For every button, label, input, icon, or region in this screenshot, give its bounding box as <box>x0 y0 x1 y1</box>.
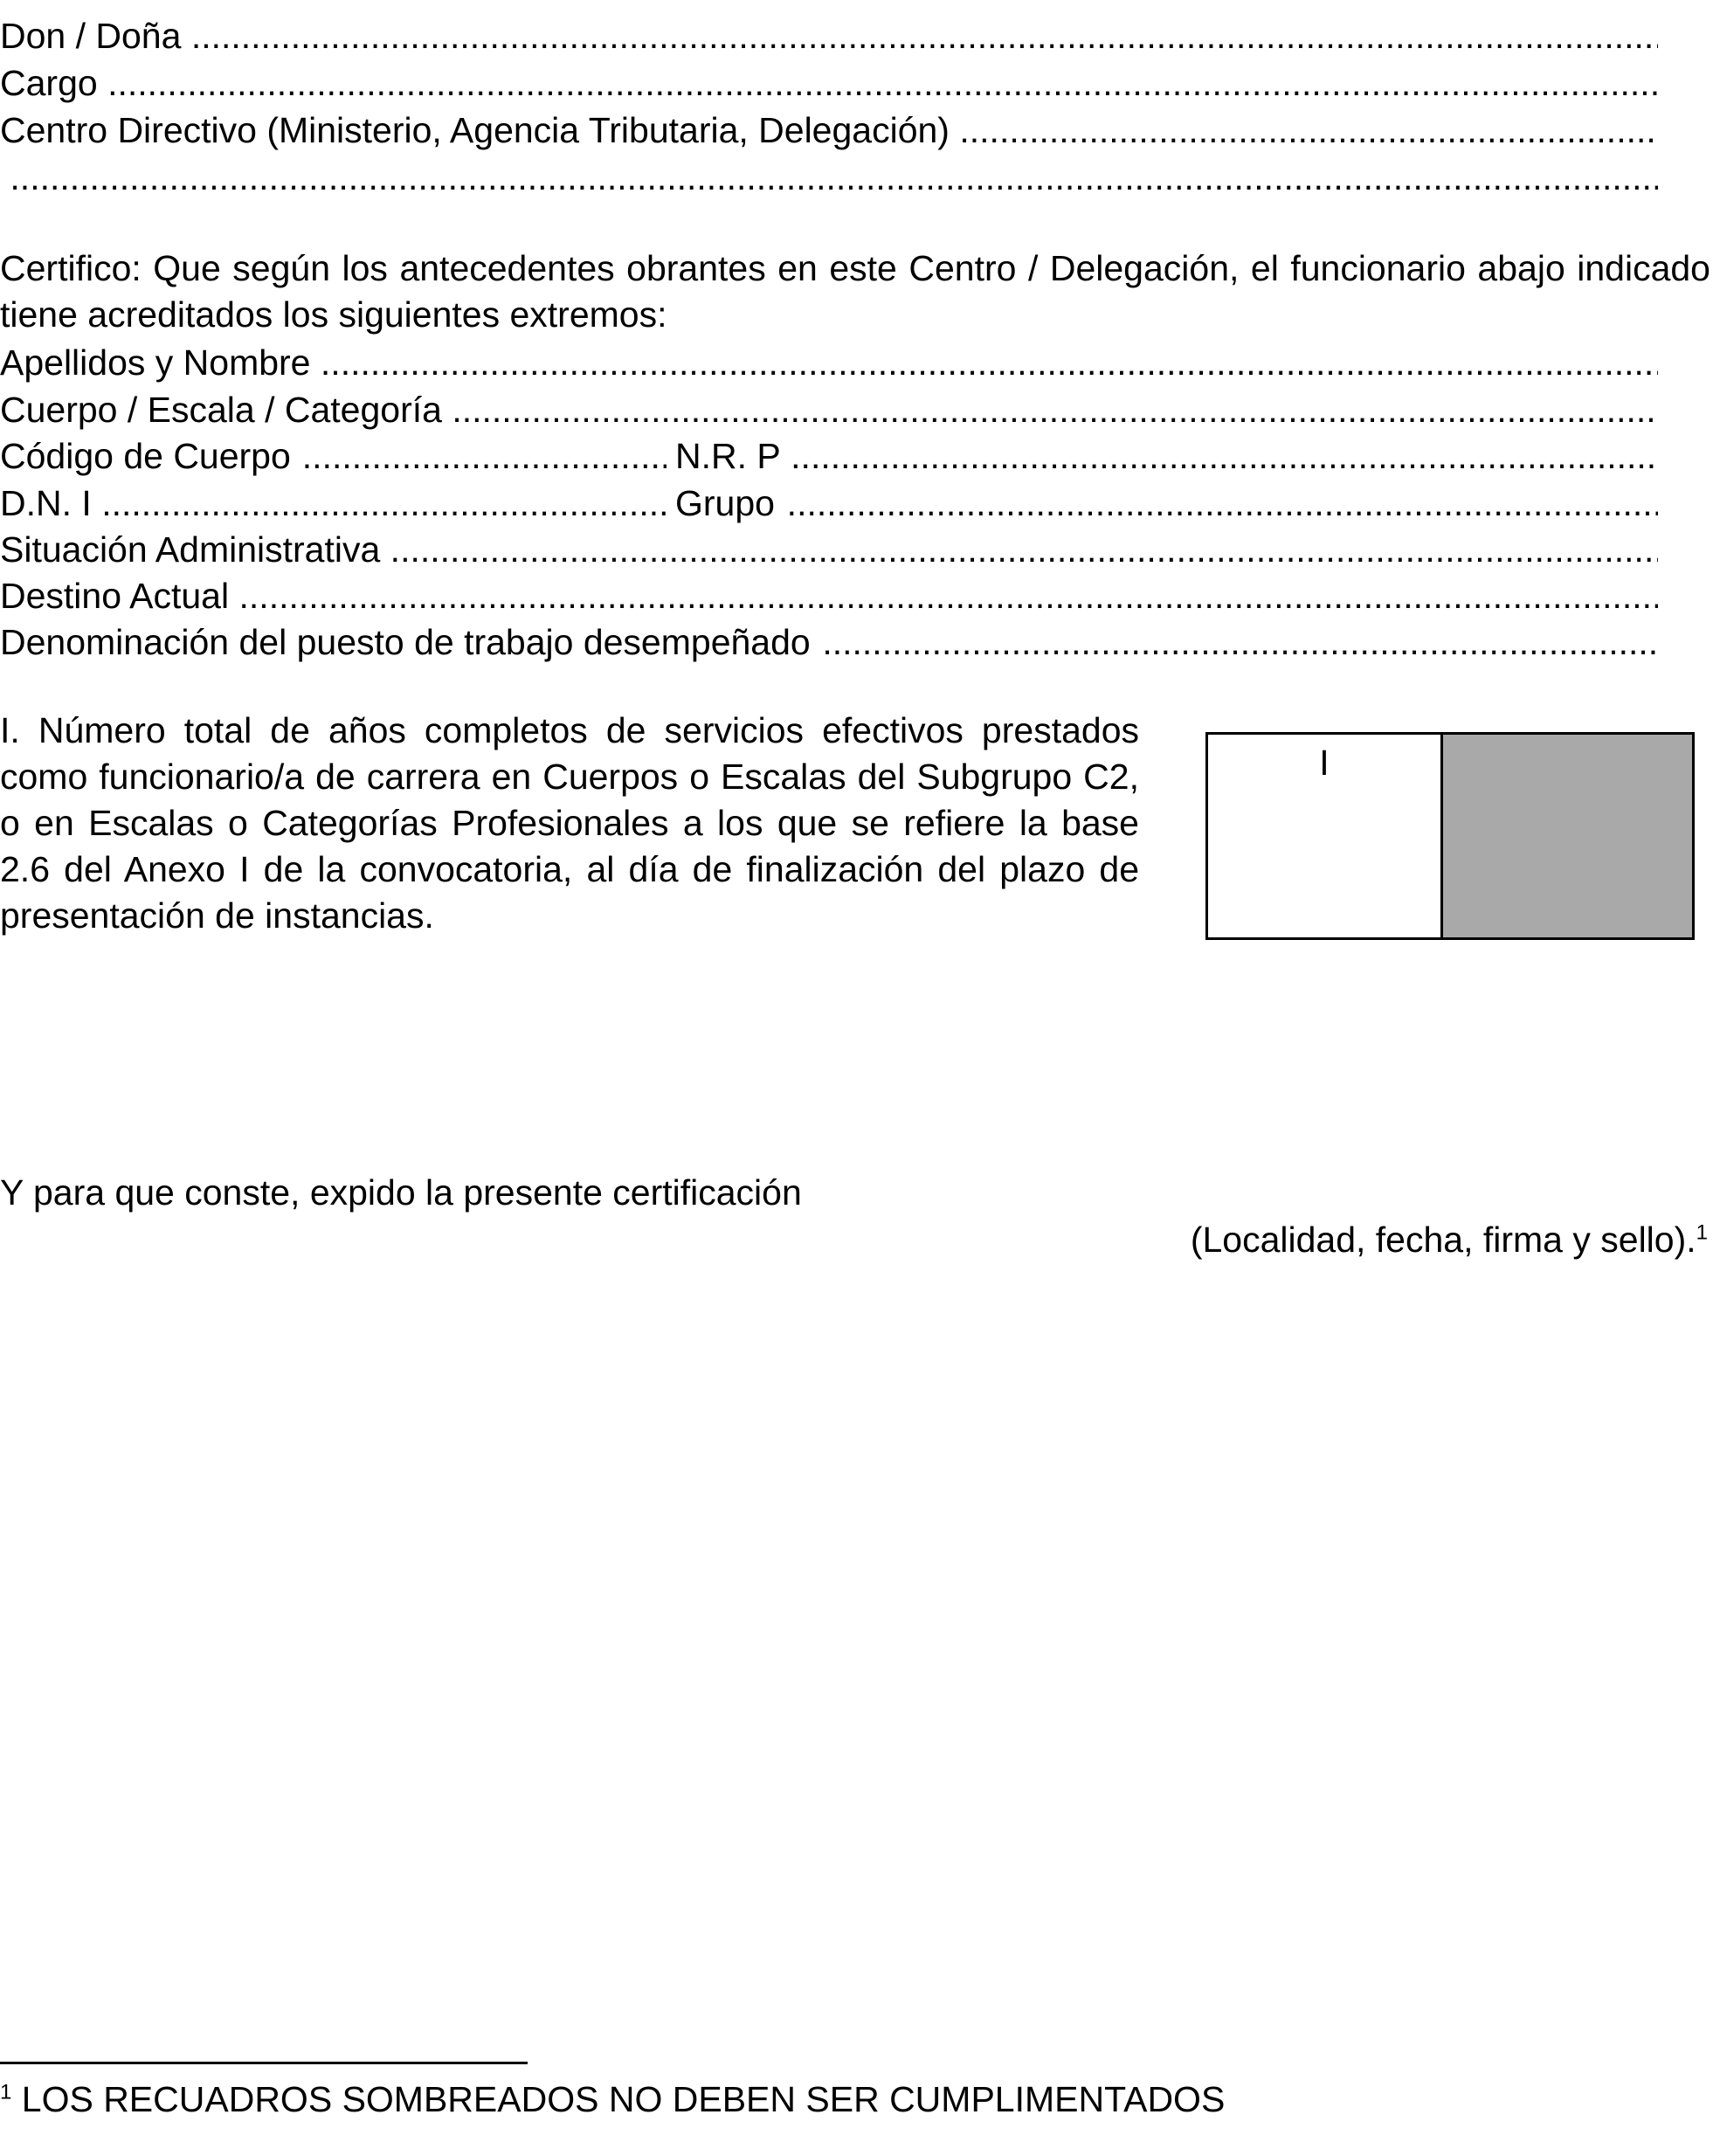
dotted-fill <box>777 480 1658 527</box>
signature-line-text: (Localidad, fecha, firma y sello). <box>1190 1220 1696 1260</box>
field-centro-directivo <box>0 107 1658 154</box>
dotted-fill <box>812 618 1658 666</box>
field-codigo-cuerpo <box>0 432 667 480</box>
footnote-marker: 1 <box>0 2080 12 2104</box>
dotted-fill <box>92 480 667 527</box>
section-one-shaded-box <box>1440 732 1695 940</box>
field-don-dona-label: Don / Doña <box>0 16 182 56</box>
field-situacion-label: Situación Administrativa <box>0 529 381 570</box>
footnote <box>0 2076 1225 2123</box>
dotted-fill <box>781 432 1658 480</box>
dotted-fill <box>950 107 1658 154</box>
section-one-box-label: I <box>1319 743 1330 783</box>
field-denominacion-label: Denominación del puesto de trabajo desempeñado <box>0 622 811 662</box>
dotted-fill <box>181 12 1658 59</box>
field-don-dona <box>0 12 1658 59</box>
dotted-fill <box>229 572 1658 619</box>
field-cargo <box>0 59 1658 107</box>
field-codigo-cuerpo-label: Código de Cuerpo <box>0 436 291 476</box>
field-apellidos-nombre <box>0 339 1658 386</box>
signature-line <box>1191 1216 1708 1263</box>
field-cuerpo-escala <box>0 386 1658 433</box>
field-denominacion <box>0 618 1658 666</box>
section-one-input-box[interactable] <box>1205 732 1443 940</box>
field-grupo-label: Grupo <box>675 483 775 523</box>
footnote-text: LOS RECUADROS SOMBREADOS NO DEBEN SER CUMPLIMENTADOS <box>21 2079 1226 2119</box>
section-one-text: I. Número total de años completos de servicios efectivos prestados como funcionario/a de carrera en Cuerpos o Escalas del Subgrupo C2, o en Escalas o Categorías Profesionales a los que se refiere la base 2.6 del Anexo I de la convocatoria, al día de finalización del plazo de presentación de instancias. <box>0 710 1139 936</box>
field-apellidos-nombre-label: Apellidos y Nombre <box>0 342 311 383</box>
dotted-fill <box>380 526 1658 573</box>
field-destino-label: Destino Actual <box>0 576 230 616</box>
footnote-reference: 1 <box>1696 1220 1708 1245</box>
dotted-fill <box>442 386 1658 433</box>
dotted-fill <box>311 339 1659 386</box>
field-dni-label: D.N. I <box>0 483 92 523</box>
field-grupo <box>675 480 1658 527</box>
footnote-separator <box>0 2062 528 2064</box>
field-cuerpo-escala-label: Cuerpo / Escala / Categoría <box>0 390 442 430</box>
certifico-paragraph: Certifico: Que según los antecedentes obrantes en este Centro / Delegación, el funcionario abajo indicado tiene acreditados los siguientes extremos: <box>0 248 1710 335</box>
dotted-fill <box>292 432 667 480</box>
field-centro-directivo-continuation <box>0 154 1658 201</box>
field-nrp-label: N.R. P <box>675 436 781 476</box>
field-destino <box>0 572 1658 619</box>
field-centro-directivo-label: Centro Directivo (Ministerio, Agencia Tributaria, Delegación) <box>0 110 950 150</box>
field-nrp <box>675 432 1658 480</box>
field-situacion <box>0 526 1658 573</box>
dotted-fill <box>98 59 1658 107</box>
field-dni <box>0 480 667 527</box>
field-cargo-label: Cargo <box>0 63 98 103</box>
dotted-fill <box>0 154 1658 201</box>
closing-statement: Y para que conste, expido la presente certificación <box>0 1172 802 1213</box>
